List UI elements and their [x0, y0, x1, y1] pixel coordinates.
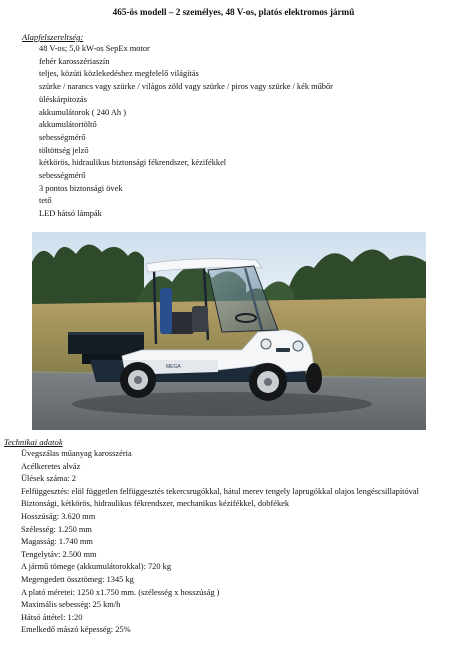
list-item: Szélesség: 1.250 mm — [21, 524, 92, 534]
headlight-right — [293, 341, 303, 351]
document-title: 465-ös modell – 2 személyes, 48 V-os, platós elektromos jármű — [112, 7, 355, 17]
list-item: kétkörös, hidraulikus biztonsági fékrendszer, kézifékkel — [39, 158, 227, 168]
list-item: LED hátsó lámpák — [39, 209, 102, 219]
list-item: teljes, közúti közlekedéshez megfelelő világítás — [39, 69, 199, 79]
list-item: A plató méretei: 1250 x1.750 mm. (szélesség x hosszúság ) — [21, 587, 220, 597]
basic-equipment-heading: Alapfelszereltség: — [22, 32, 84, 42]
list-item: Megengedett össztömeg: 1345 kg — [21, 574, 134, 584]
list-item: töltöttség jelző — [39, 145, 89, 155]
wheel-front — [249, 363, 287, 401]
list-item: 3 pontos biztonsági övek — [39, 183, 123, 193]
list-item: 48 V-os; 5,0 kW-os SepEx motor — [39, 44, 150, 53]
basic-equipment-list — [39, 43, 333, 221]
list-item: Maximális sebesség: 25 km/h — [21, 600, 121, 610]
list-item: Tengelytáv: 2.500 mm — [21, 549, 97, 559]
list-item: Felfüggesztés: elöl független felfüggesztés tekercsrugókkal, hátul merev tengely laprugókkal olajos lengéscsillapítóval — [21, 486, 419, 496]
list-item: Hátsó áttétel: 1:20 — [21, 612, 83, 622]
vehicle-photo — [32, 232, 426, 430]
vehicle-brand-text: MEGA — [166, 364, 181, 370]
list-item: Üvegszálas műanyag karosszéria — [21, 449, 132, 458]
headlight-left — [261, 339, 271, 349]
list-item: sebességmérő — [39, 171, 86, 181]
wheel-rear — [120, 362, 156, 398]
list-item: akkumulátorok ( 240 Ah ) — [39, 107, 126, 117]
list-item: A jármű tömege (akkumulátorokkal): 720 kg — [21, 562, 172, 572]
list-item: Ülések száma: 2 — [21, 474, 76, 484]
list-item: fehér karosszériaszín — [39, 56, 110, 66]
vehicle-illustration — [32, 232, 426, 430]
list-item: sebességmérő — [39, 132, 86, 142]
wheel-front-far — [306, 363, 322, 393]
list-item: Acélkeretes alváz — [21, 461, 81, 471]
list-item: tető — [39, 196, 52, 206]
list-item: Biztonsági, kétkörös, hidraulikus fékrendszer, mechanikus kézifékkel, dobfékek — [21, 499, 290, 509]
technical-data-heading: Technikai adatok — [4, 437, 63, 447]
technical-data-list — [21, 448, 461, 637]
list-item: Emelkedő mászó képesség: 25% — [21, 625, 131, 635]
list-item: Magasság: 1.740 mm — [21, 537, 93, 547]
list-item: szürke / narancs vagy szürke / világos zöld vagy szürke / piros vagy szürke / kék műbőr — [39, 82, 333, 92]
list-item: üléskárpitozás — [39, 94, 87, 104]
list-item: akkumulátortöltő — [39, 120, 97, 130]
list-item: Hosszúság: 3.620 mm — [21, 511, 96, 521]
